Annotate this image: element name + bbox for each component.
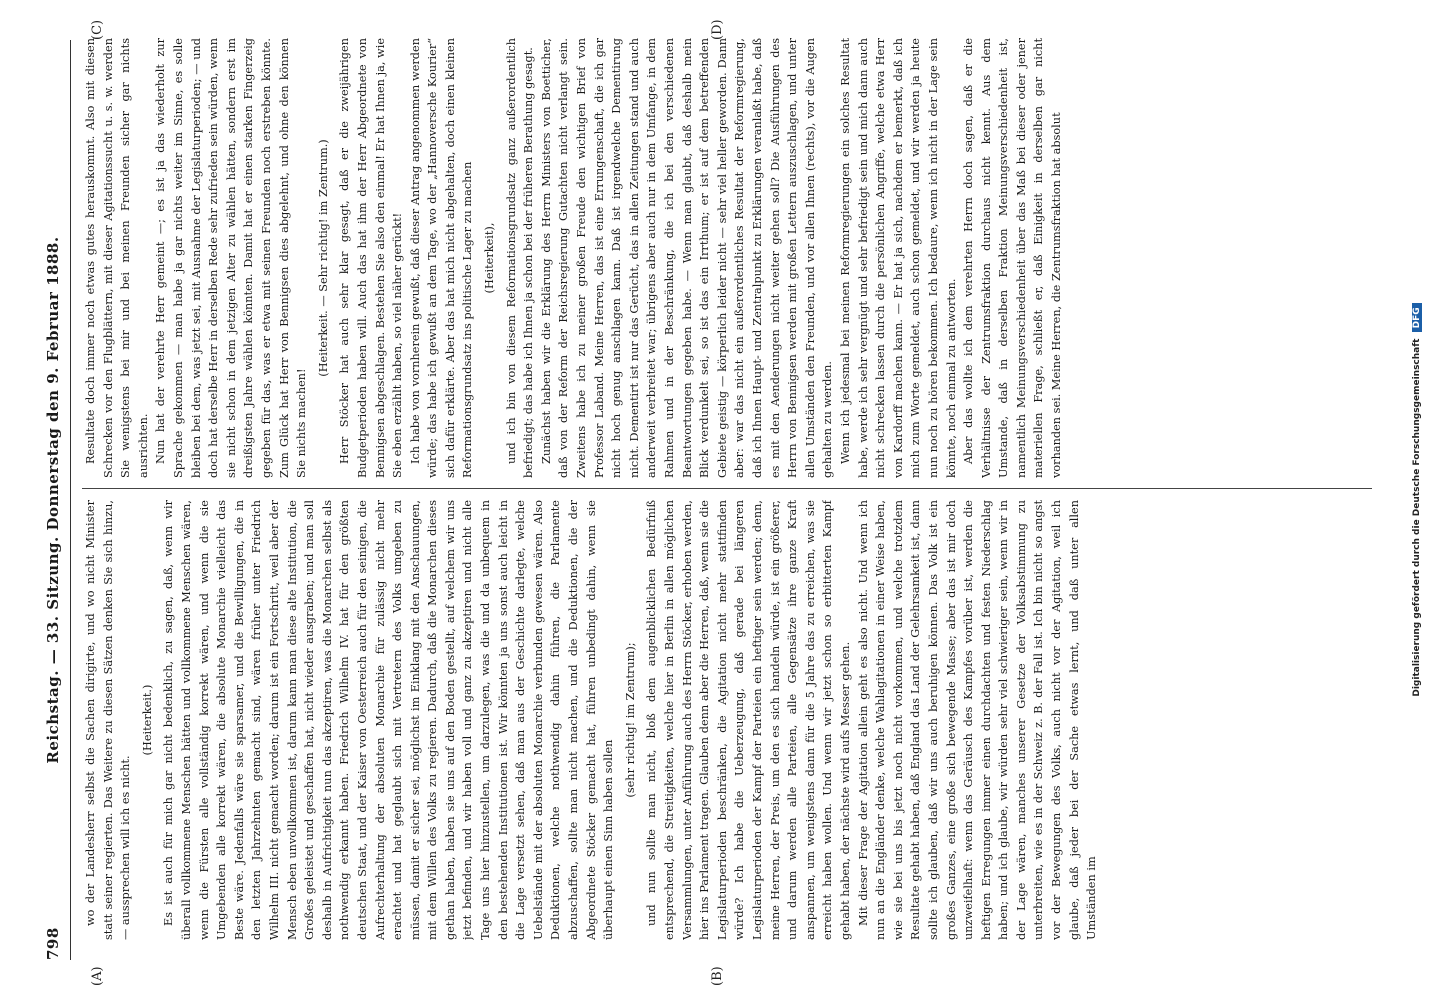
header-rule xyxy=(70,40,71,960)
page-title: Reichstag. — 33. Sitzung. Donnerstag den 9. Februar 1888. xyxy=(44,236,62,764)
margin-mark-a: (A) xyxy=(90,966,105,986)
column-divider xyxy=(82,488,1372,489)
paragraph: Nun hat der verehrte Herr gemeint —; es ist ja das wiederholt zur Sprache gekommen — man habe ja gar nichts weiter im Sinne, es solle bleiben bei dem, was jetzt sei, mit Ausnahme der Legislaturperioden; — und doch hat derselbe Herr in derselben Rede sehr zufrieden sein würden, wenn sie nicht schon in dem jetzigen Alter zu wählen hätten, sondern erst im dreißigsten Jahre wählen könnten. Damit hat er einen starken Fingerzeig gegeben für das, was er etwa mit seinen Freunden noch erstreben könnte. Zum Glück hat Herr von Bennigsen dies abgelehnt, und ohne den können Sie nichts machen! xyxy=(154,38,309,478)
margin-mark-c: (C) xyxy=(90,19,105,40)
paragraph: Ich habe von vornherein gewußt, daß dieser Antrag angenommen werden würde; das habe ich gewußt an dem Tage, wo der „Hannoversche Kourier“ sich dafür erklärte. Aber das hat mich nicht abgehalten, doch einen kleinen Reformationsgrundsatz ins politische Lager zu machen xyxy=(408,38,475,478)
paragraph: und nun sollte man nicht, bloß dem augenblicklichen Bedürfniß entsprechend, die Streitigkeiten, welche hier in Berlin in allen möglichen Versammlungen, unter Anführung auch des Herrn Stöcker, erhoben werden, hier ins Parlament tragen. Glauben denn aber die Herren, daß, wenn sie die Legislaturperioden beschränken, die Agitation nicht mehr stattfinden würde? Ich habe die Ueberzeugung, daß gerade bei längeren Legislaturperioden der Kampf der Parteien ein heftiger sein werden; denn, meine Herren, der Preis, um den es sich handeln würde, ist ein größerer, und darum werden alle Parteien, alle Gegensätze ihre ganze Kraft anspannen, um wenigstens dann für die 5 Jahre das zu erreichen, was sie erreicht haben wollen. Und wenn wir jetzt schon so erbitterten Kampf gehabt haben, der nächste wird aufs Messer gehen. xyxy=(645,500,852,940)
paragraph: Herr Stöcker hat auch sehr klar gesagt, daß er die zweijährigen Budgetperioden haben will. Auch das hat ihm der Herr Abgeordnete von Bennigsen abgeschlagen. Bestehen Sie also den einmal! Er hat Ihnen ja, wie Sie eben erzählt haben, so viel näher gerückt! xyxy=(338,38,405,478)
paragraph: Mit dieser Frage der Agitation allein geht es also nicht. Und wenn ich nun an die Engländer denke, welche Wahlagitationen in einer Weise haben, wie sie bei uns bis jetzt noch nicht vorkommen, und welche trotzdem Resultate gehabt haben, daß England das Land der Gelehrsamkeit ist, dann sollte ich glauben, daß wir uns auch beruhigen können. Das Volk ist ein großes Ganzes, eine große sich bewegende Masse; aber das ist mir doch unzweifelhaft: wenn das Geräusch des Kampfes vorüber ist, werden die heftigen Erregungen immer einen durchdachten und festen Niederschlag haben; und ich glaube, wir würden sehr viel schwieriger sein, wenn wir in der Lage wären, manches unserer Gesetze der Volksabstimmung zu unterbreiten, wie es in der Schweiz z. B. der Fall ist. Ich bin nicht so angst vor der Bewegungen des Volks, auch nicht vor der Agitation, weil ich glaube, daß jeder bei der Sache etwas lernt, und daß unter allen Umständen im xyxy=(856,500,1099,940)
interjection: (sehr richtig! im Zentrum); xyxy=(623,642,637,798)
paragraph: Aber das wollte ich dem verehrten Herrn doch sagen, daß er die Verhältnisse der Zentrumsfraktion durchaus nicht kennt. Aus dem Umstande, daß in derselben Fraktion Meinungsverschiedenheit ist, namentlich Meinungsverschiedenheit über das Maß bei dieser oder jener materiellen Frage, schließt er, daß Einigkeit in derselben gar nicht vorhanden sei. Meine Herren, die Zentrumsfraktion hat absolut xyxy=(962,38,1064,478)
margin-mark-d: (D) xyxy=(710,19,725,40)
margin-mark-b: (B) xyxy=(710,966,725,986)
page-number: 798 xyxy=(44,927,62,960)
credit-text: Digitalisierung gefördert durch die Deutsche Forschungsgemeinschaft xyxy=(1412,338,1422,697)
paragraph: Resultate doch immer noch etwas gutes herauskommt. Also mit diesen Schrecken vor den Flugblättern, mit dieser Agitationssucht u. s. w. werden Sie wenigstens bei mir und bei meinen Freunden sicher gar nichts ausrichten. xyxy=(84,38,150,478)
interjection: (Heiterkeit), xyxy=(483,222,497,294)
paragraph: Zunächst haben wir die Erklärung des Herrn Ministers von Boetticher, daß von der Reform der Reichsregierung Gutachten nicht verlangt sein. Zweitens habe ich zu meiner großen Freude den wichtigen Brief von Professor Laband. Meine Herren, das ist eine Errungenschaft, die ich gar nicht hoch genug anschlagen kann. Daß ist irgendwelche Dementirung nicht. Dementirt ist nur das Gerücht, das in allen Zeitungen stand und auch anderweit verbreitet war; übrigens aber auch nur in dem Umfange, in dem Rahmen und in der Beschränkung, die ich bei den verschiedenen Beantwortungen gegeben habe. — Wenn man glaubt, daß deshalb mein Blick verdunkelt sei, so ist das ein Irrthum; er ist auf dem betreffenden Gebiete geistig — körperlich leider nicht — sehr viel heller geworden. Dann aber: war das nicht ein außerordentliches Resultat der Reformregierung, daß ich Ihnen Haupt- und Zentralpunkt zu Erklärungen veranlaßt habe, daß es mit den Aenderungen nicht weiter gehen soll? Die Ausführungen des Herrn von Bennigsen werden mit großen Lettern auszuschlagen, und unter allen Umständen den Freunden, und vor allen Ihnen (rechts), vor die Augen gehalten zu werden. xyxy=(539,38,835,478)
page-header xyxy=(40,40,68,960)
paragraph: Wenn ich jedesmal bei meinen Reformregierungen ein solches Resultat habe, werde ich sehr vergnügt und sehr befriedigt sein und mich dann auch nicht schrecken lassen durch die persönlichen Angriffe, welche etwa Herr von Kardorff machen kann. — Er hat ja sich, nachdem er bemerkt, daß ich mich zum Worte gemeldet, auch schon gemeldet, und wir werden ja heute nun noch zu hören bekommen. Ich bedaure, wenn ich nicht in der Lage sein könnte, noch einmal zu antworten. xyxy=(838,38,958,478)
interjection: (Heiterkeit. — Sehr richtig! im Zentrum.) xyxy=(316,139,330,377)
digitization-credit xyxy=(1412,0,1422,1000)
interjection: (Heiterkeit.) xyxy=(140,684,154,756)
paragraph: wo der Landesherr selbst die Sachen dirigirte, und wo nicht Minister statt seiner regierten. Das Weitere zu diesen Sätzen denken Sie sich hinzu, — aussprechen will ich es nicht. xyxy=(84,500,133,940)
left-column xyxy=(82,500,1372,940)
paragraph: Es ist auch für mich gar nicht bedenklich, zu sagen, daß, wenn wir überall vollkommene Menschen hätten und vollkommene Menschen wären, wenn die Fürsten alle vollständig korrekt wären, und wenn die sie Umgebenden alle korrekt wären, die absolute Monarchie vielleicht das Beste wäre. Jedenfalls wäre sie sparsamer, und die Bewilligungen, die in den letzten Jahrzehnten gemacht sind, wären früher unter Friedrich Wilhelm III. nicht gemacht worden; darum ist ein Fortschritt, weil aber der Mensch eben unvollkommen ist, darum kann man diese alte Institution, die Großes geleistet und geschaffen hat, nicht wieder ausgraben; und man soll deshalb in Aufrichtigkeit nun das akzeptiren, was die Monarchen selbst als nothwendig erkannt haben. Friedrich Wilhelm IV. hat für den größten deutschen Staat, und der Kaiser von Oesterreich auch für den seinigen, die Aufrechterhaltung der absoluten Monarchie für zulässig nicht mehr erachtet und hat geglaubt sich mit Vertretern des Volks umgeben zu müssen, damit er sicher sei, möglichst im Einklang mit den Anschauungen, mit dem Willen des Volks zu regieren. Dadurch, daß die Monarchen dieses gethan haben, haben sie uns auf den Boden gestellt, auf welchem wir uns jetzt befinden, und wir haben voll und ganz zu akzeptiren und nicht alle Tage uns hier hinzustellen, um darzulegen, was die und da unbequem in den bestehenden Institutionen ist. Wir könnten ja uns sonst auch leicht in die Lage versetzt sehen, daß man aus der Geschichte darlegte, welche Uebelstände mit der absoluten Monarchie verbunden gewesen wären. Also Deduktionen, welche nothwendig dahin führen, die Parlamente abzuschaffen, sollte man nicht machen, und die Deduktionen, die der Abgeordnete Stöcker gemacht hat, führen unbedingt dahin, wenn sie überhaupt einen Sinn haben sollen xyxy=(162,500,616,940)
dfg-logo: DFG xyxy=(1412,303,1422,332)
right-column xyxy=(82,38,1372,478)
paragraph: und ich bin von diesem Reformationsgrundsatz ganz außerordentlich befriedigt; das habe ich Ihnen ja schon bei der früheren Berathung gesagt. xyxy=(504,38,536,478)
